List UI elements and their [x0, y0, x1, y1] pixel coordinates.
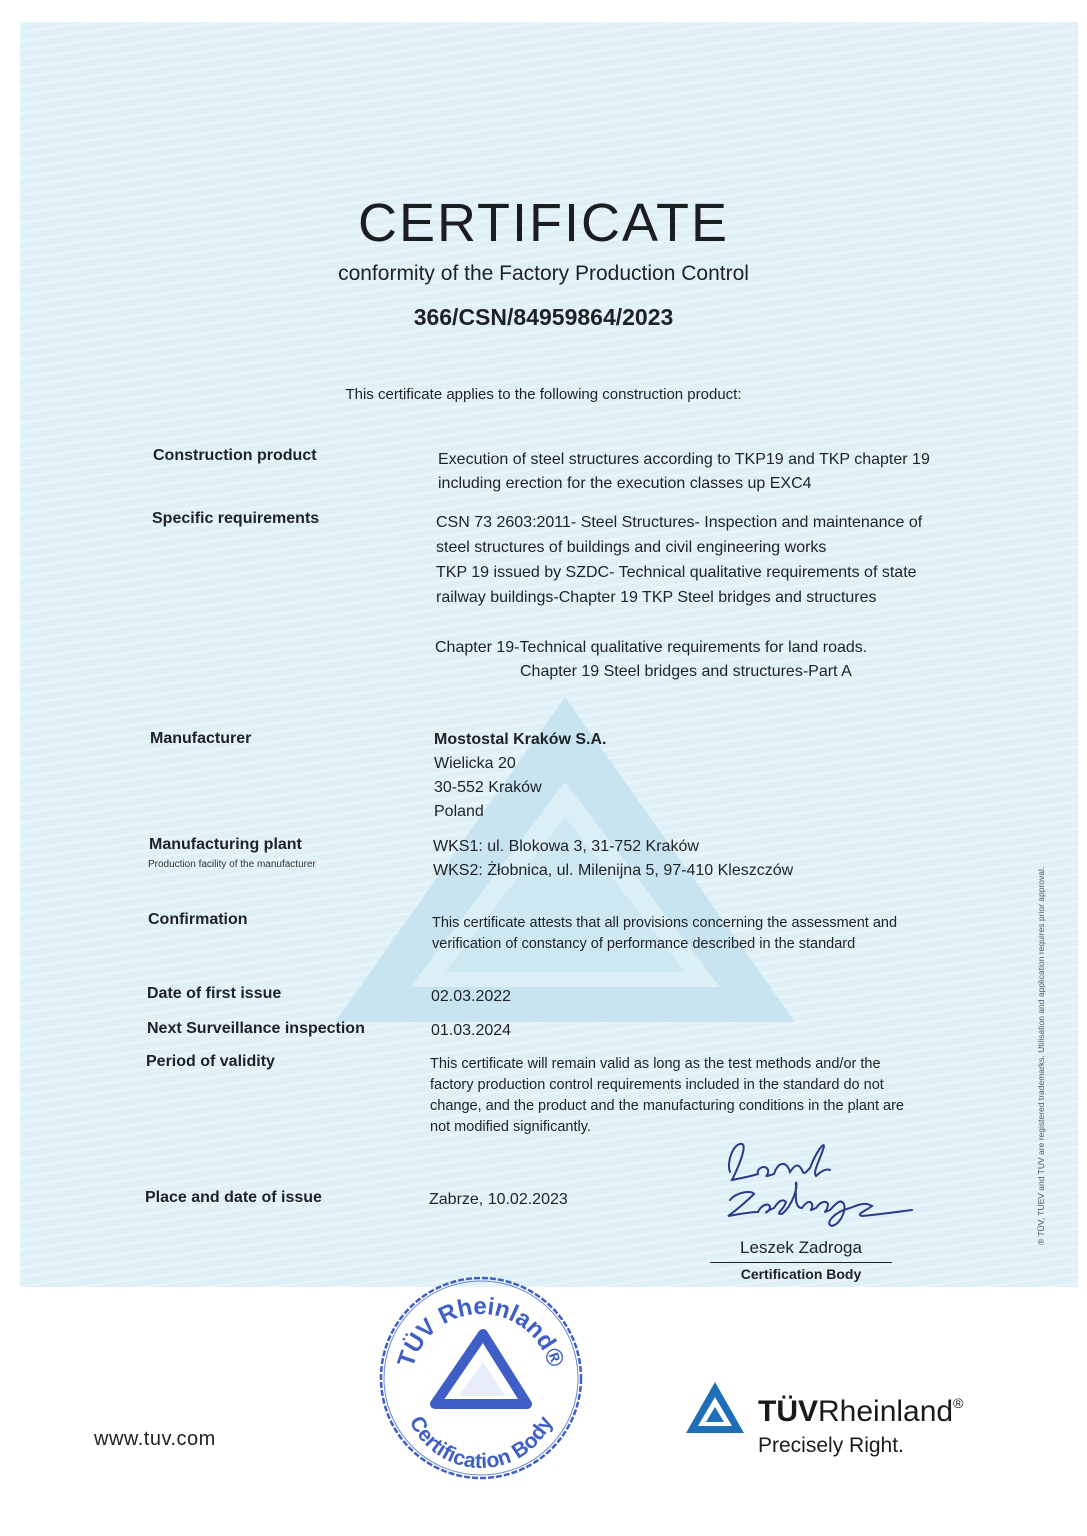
- period-validity-label: Period of validity: [146, 1053, 275, 1070]
- requirement-line: CSN 73 2603:2011- Steel Structures- Inspection and maintenance of: [436, 514, 923, 531]
- manufacturer-address-line: Wielicka 20: [434, 755, 516, 772]
- signatory-role: Certification Body: [740, 1266, 862, 1282]
- handwritten-signature: [712, 1132, 922, 1232]
- place-date-value: Zabrze, 10.02.2023: [429, 1191, 568, 1208]
- requirement-line: TKP 19 issued by SZDC- Technical qualitative requirements of state: [436, 564, 917, 581]
- validity-line: change, and the product and the manufacturing conditions in the plant are: [430, 1098, 904, 1114]
- validity-line: not modified significantly.: [430, 1119, 591, 1135]
- construction-product-value: [438, 448, 930, 496]
- logo-registered-mark: ®: [953, 1395, 964, 1411]
- construction-product-label: Construction product: [153, 447, 317, 464]
- confirmation-line: verification of constancy of performance described in the standard: [432, 936, 856, 952]
- tuv-logo-wordmark: [758, 1395, 963, 1429]
- tuv-certification-stamp: [375, 1272, 587, 1484]
- certificate-title: CERTIFICATE: [357, 193, 730, 253]
- trademark-note: ® TÜV, TUEV and TUV are registered trademarks. Utilisation and application requires prior approval.: [1036, 866, 1046, 1245]
- period-validity-value: [430, 1054, 904, 1138]
- intro-text: This certificate applies to the following construction product:: [345, 386, 742, 403]
- place-date-label: Place and date of issue: [145, 1189, 322, 1206]
- tuv-logo-icon: [684, 1380, 746, 1436]
- confirmation-value: [432, 913, 897, 955]
- specific-requirements-value: [436, 510, 922, 610]
- validity-line: factory production control requirements included in the standard do not: [430, 1077, 884, 1093]
- construction-product-line: including erection for the execution classes up EXC4: [438, 475, 812, 492]
- next-surveillance-value: 01.03.2024: [431, 1022, 512, 1039]
- signatory-name: Leszek Zadroga: [740, 1238, 862, 1257]
- plant-line: WKS1: ul. Blokowa 3, 31-752 Kraków: [433, 838, 699, 855]
- validity-line: This certificate will remain valid as long as the test methods and/or the: [430, 1056, 881, 1072]
- manufacturing-plant-sublabel: Production facility of the manufacturer: [148, 859, 316, 870]
- logo-rest-text: Rheinland: [818, 1395, 954, 1428]
- plant-line: WKS2: Żłobnica, ul. Milenijna 5, 97-410 Kleszczów: [433, 862, 794, 879]
- requirement-extra-line: Chapter 19 Steel bridges and structures-Part A: [520, 663, 852, 680]
- manufacturer-address-line: Poland: [434, 803, 484, 820]
- date-first-issue-value: 02.03.2022: [431, 988, 512, 1005]
- manufacturer-name: Mostostal Kraków S.A.: [434, 731, 607, 748]
- certificate-subtitle: conformity of the Factory Production Control: [338, 262, 749, 285]
- logo-tagline: Precisely Right.: [758, 1434, 904, 1457]
- certificate-number: 366/CSN/84959864/2023: [413, 304, 674, 330]
- logo-bold-text: TÜV: [758, 1395, 818, 1428]
- construction-product-line: Execution of steel structures according to TKP19 and TKP chapter 19: [438, 451, 930, 468]
- svg-text:Certification Body: Certification Body: [404, 1412, 558, 1474]
- svg-text:TÜV Rheinland®: TÜV Rheinland®: [392, 1292, 570, 1371]
- manufacturing-plant-label: Manufacturing plant: [149, 836, 302, 853]
- requirement-extra-line: Chapter 19-Technical qualitative requirements for land roads.: [435, 639, 868, 656]
- website-link[interactable]: www.tuv.com: [94, 1428, 216, 1450]
- manufacturer-value: [434, 728, 606, 824]
- manufacturer-label: Manufacturer: [150, 730, 252, 747]
- requirement-line: steel structures of buildings and civil engineering works: [436, 539, 827, 556]
- confirmation-line: This certificate attests that all provisions concerning the assessment and: [432, 915, 898, 931]
- signature-line: [710, 1262, 892, 1263]
- manufacturer-address-line: 30-552 Kraków: [434, 779, 542, 796]
- confirmation-label: Confirmation: [148, 911, 248, 928]
- requirement-line: railway buildings-Chapter 19 TKP Steel bridges and structures: [436, 589, 877, 606]
- next-surveillance-label: Next Surveillance inspection: [147, 1020, 365, 1037]
- date-first-issue-label: Date of first issue: [147, 985, 282, 1002]
- manufacturing-plant-value: [433, 835, 793, 883]
- specific-requirements-label: Specific requirements: [152, 510, 320, 527]
